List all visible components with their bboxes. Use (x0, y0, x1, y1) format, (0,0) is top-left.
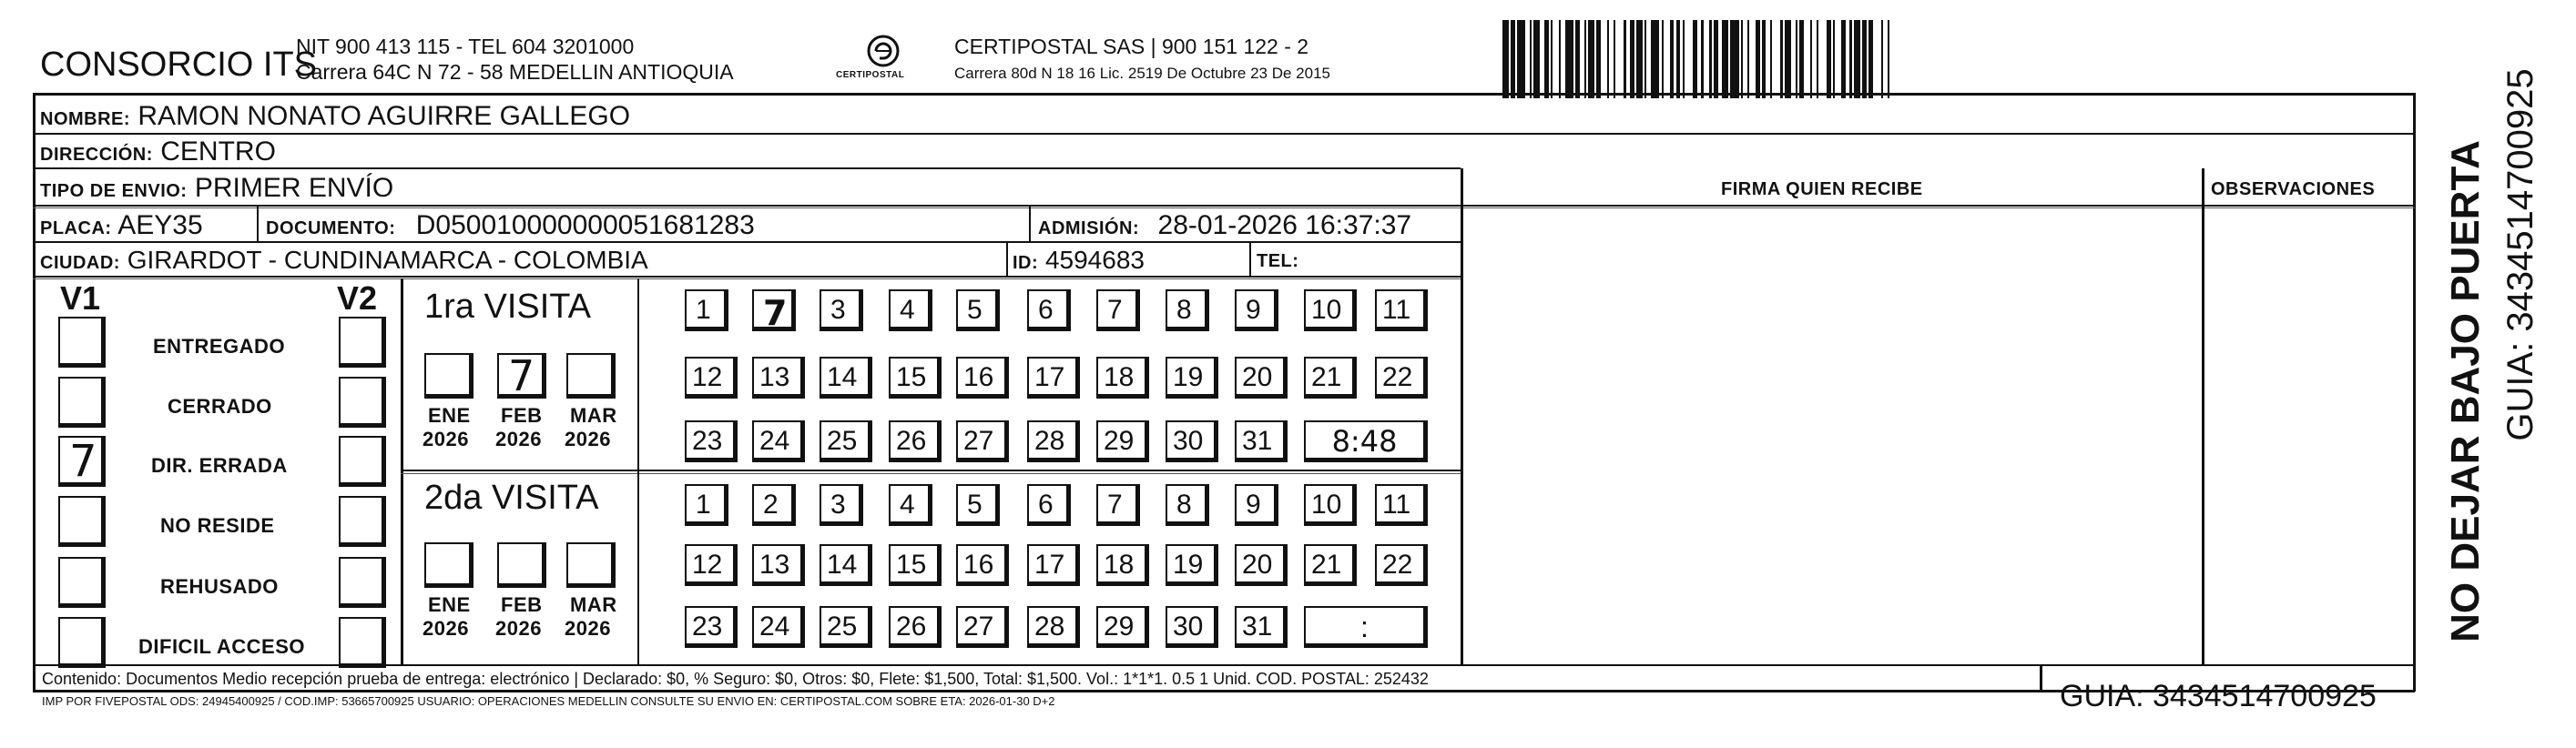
placa-value: AEY35 (117, 210, 203, 240)
status-v2-checkbox[interactable] (339, 557, 386, 608)
visit1-day-box[interactable]: 1 (685, 289, 728, 331)
visit1-day-box[interactable]: 5 (956, 289, 1000, 331)
carrier-name: CERTIPOSTAL SAS | 900 151 122 - 2 (954, 35, 1309, 58)
visit1-day-box[interactable]: 6 (1027, 289, 1071, 331)
visit1-month-year: 2026 (423, 428, 469, 450)
visit1-day-box[interactable]: 29 (1096, 420, 1149, 462)
v1-label: V1 (60, 279, 101, 317)
visit2-day-box[interactable]: 9 (1235, 484, 1278, 526)
visit1-day-box[interactable]: 8 (1166, 289, 1209, 331)
visit2-day-box[interactable]: 31 (1235, 606, 1288, 648)
visit1-day-box[interactable]: 20 (1235, 357, 1288, 399)
status-label: DIR. ERRADA (151, 454, 288, 477)
visit2-day-box[interactable]: 6 (1027, 484, 1071, 526)
visit2-day-box[interactable]: 22 (1375, 544, 1428, 586)
visit1-day-box[interactable]: 25 (820, 420, 872, 462)
logo-text: CERTIPOSTAL (836, 70, 905, 80)
visit2-day-box[interactable]: 17 (1027, 544, 1080, 586)
visit1-day-box[interactable]: 9 (1235, 289, 1278, 331)
visit1-day-box[interactable]: 4 (889, 289, 932, 331)
visit2-day-box[interactable]: 28 (1027, 606, 1080, 648)
visit2-day-box[interactable]: 23 (685, 606, 738, 648)
status-v1-checkbox[interactable] (58, 617, 106, 668)
visit1-month-name: FEB (501, 404, 543, 427)
tipo-envio-label: TIPO DE ENVIO: (40, 181, 188, 201)
visit1-day-box[interactable]: 27 (956, 420, 1009, 462)
visit1-month-year: 2026 (495, 428, 542, 450)
visit2-day-box[interactable]: 30 (1166, 606, 1218, 648)
visit1-day-box[interactable]: 10 (1304, 289, 1357, 331)
visit2-day-box[interactable]: 12 (685, 544, 738, 586)
footer-contenido: Contenido: Documentos Medio recepción prueba de entrega: electrónico | Declarado: $0, % Seguro: $0, Otros: $0, Flete: $1,500, Total: $1,500. Vol.: 1*1*1. 0.5 1 Unid. COD. POSTAL: 252432 (42, 670, 1429, 688)
visit1-day-box[interactable]: 3 (820, 289, 863, 331)
visit1-day-box[interactable]: 31 (1235, 420, 1288, 462)
status-v2-checkbox[interactable] (339, 436, 386, 487)
v1-handwritten-mark: 7 (69, 436, 97, 487)
side-guia: GUIA: 3434514700925 (2500, 68, 2540, 441)
visit2-day-box[interactable]: 2 (752, 484, 796, 526)
visit1-day-box[interactable]: 14 (820, 357, 872, 399)
visit1-time-value: 8:48 (1331, 424, 1398, 459)
tipo-envio-value: PRIMER ENVÍO (194, 173, 394, 203)
visit1-month-checkbox[interactable] (424, 353, 473, 399)
visit1-month-mark: 7 (508, 351, 535, 400)
visit2-day-box[interactable]: 21 (1304, 544, 1357, 586)
visit1-month-name: ENE (428, 404, 471, 427)
direccion-label: DIRECCIÓN: (40, 145, 153, 165)
visit2-day-box[interactable]: 8 (1166, 484, 1209, 526)
visit1-day-box[interactable]: 23 (685, 420, 738, 462)
status-v2-checkbox[interactable] (339, 317, 386, 368)
id-label: ID: (1013, 253, 1039, 273)
side-no-dejar: NO DEJAR BAJO PUERTA (2443, 140, 2488, 642)
visit2-day-box[interactable]: 27 (956, 606, 1009, 648)
visit2-day-box[interactable]: 26 (889, 606, 942, 648)
visit1-time-box[interactable] (1304, 420, 1428, 462)
visit1-month-name: MAR (570, 404, 617, 427)
visit2-month-checkbox[interactable] (566, 542, 616, 588)
visit1-month-year: 2026 (565, 428, 611, 450)
visit2-month-checkbox[interactable] (497, 542, 546, 588)
visit2-day-box[interactable]: 14 (820, 544, 872, 586)
visit2-day-box[interactable]: 10 (1304, 484, 1357, 526)
documento-label: DOCUMENTO: (266, 218, 396, 238)
status-v1-checkbox[interactable] (58, 557, 106, 608)
visit2-time-box[interactable] (1304, 606, 1428, 648)
admision-value: 28-01-2026 16:37:37 (1157, 210, 1412, 240)
visit1-day-box[interactable]: 12 (685, 357, 738, 399)
visit1-day-box[interactable]: 11 (1375, 289, 1428, 331)
ciudad-value: GIRARDOT - CUNDINAMARCA - COLOMBIA (127, 246, 648, 274)
visit1-day-box[interactable]: 21 (1304, 357, 1357, 399)
status-label: REHUSADO (160, 575, 279, 598)
status-v1-checkbox[interactable] (58, 377, 106, 428)
tel-label: TEL: (1257, 251, 1299, 271)
company-nit: NIT 900 413 115 - TEL 604 3201000 (296, 35, 635, 58)
visit1-day-box[interactable] (752, 289, 796, 331)
placa-label: PLACA: (40, 218, 112, 238)
visit2-day-box[interactable]: 11 (1375, 484, 1428, 526)
visit2-day-box[interactable]: 20 (1235, 544, 1288, 586)
status-label: CERRADO (168, 395, 272, 418)
visit2-day-box[interactable]: 7 (1096, 484, 1140, 526)
visit1-day-box[interactable]: 30 (1166, 420, 1218, 462)
visit2-month-name: ENE (428, 593, 471, 616)
status-v1-checkbox[interactable] (58, 496, 106, 547)
barcode-icon (1502, 20, 2251, 98)
visit2-month-year: 2026 (423, 617, 469, 640)
status-label: ENTREGADO (153, 335, 286, 358)
visit1-day-box[interactable]: 22 (1375, 357, 1428, 399)
company-name: CONSORCIO ITS (40, 45, 318, 84)
footer-guia: GUIA: 3434514700925 (2060, 679, 2377, 713)
visit1-month-checkbox[interactable] (566, 353, 616, 399)
v2-label: V2 (337, 279, 378, 317)
visit2-month-year: 2026 (495, 617, 542, 640)
visit2-day-box[interactable]: 4 (889, 484, 932, 526)
nombre-label: NOMBRE: (40, 109, 131, 129)
status-v1-checkbox[interactable] (58, 317, 106, 368)
status-v2-checkbox[interactable] (339, 377, 386, 428)
carrier-address: Carrera 80d N 18 16 Lic. 2519 De Octubre 23 De 2015 (954, 65, 1330, 82)
visit1-day-box[interactable]: 19 (1166, 357, 1218, 399)
visit2-day-box[interactable]: 29 (1096, 606, 1149, 648)
firma-header: FIRMA QUIEN RECIBE (1721, 179, 1923, 199)
visit1-day-mark: 7 (763, 293, 788, 333)
visit2-day-box[interactable]: 3 (820, 484, 863, 526)
visit1-day-box[interactable]: 18 (1096, 357, 1149, 399)
ciudad-label: CIUDAD: (40, 253, 120, 273)
status-v1-checkbox[interactable] (58, 436, 106, 487)
visit2-day-box[interactable]: 15 (889, 544, 942, 586)
visit2-day-box[interactable]: 24 (752, 606, 805, 648)
visit1-day-box[interactable]: 17 (1027, 357, 1080, 399)
visit1-day-box[interactable]: 15 (889, 357, 942, 399)
visit2-month-name: FEB (501, 593, 543, 616)
visit2-day-box[interactable]: 13 (752, 544, 805, 586)
visit2-day-box[interactable]: 1 (685, 484, 728, 526)
status-label: NO RESIDE (160, 514, 275, 537)
visit1-day-box[interactable]: 13 (752, 357, 805, 399)
visit2-day-box[interactable]: 16 (956, 544, 1009, 586)
visit2-month-checkbox[interactable] (424, 542, 473, 588)
status-v2-checkbox[interactable] (339, 617, 386, 668)
visit1-day-box[interactable]: 24 (752, 420, 805, 462)
company-address: Carrera 64C N 72 - 58 MEDELLIN ANTIOQUIA (296, 60, 734, 84)
visit1-title: 1ra VISITA (424, 288, 592, 326)
visit1-day-box[interactable]: 7 (1096, 289, 1140, 331)
status-label: DIFICIL ACCESO (138, 635, 306, 658)
visit1-day-box[interactable]: 28 (1027, 420, 1080, 462)
visit2-day-box[interactable]: 25 (820, 606, 872, 648)
visit2-day-box[interactable]: 19 (1166, 544, 1218, 586)
visit2-month-year: 2026 (565, 617, 611, 640)
documento-value: D050010000000051681283 (415, 210, 755, 240)
visit2-day-box[interactable]: 5 (956, 484, 1000, 526)
admision-label: ADMISIÓN: (1038, 218, 1140, 238)
visit2-title: 2da VISITA (424, 479, 599, 517)
direccion-value: CENTRO (160, 136, 276, 167)
visit1-day-box[interactable]: 26 (889, 420, 942, 462)
id-value: 4594683 (1044, 246, 1145, 274)
status-v2-checkbox[interactable] (339, 496, 386, 547)
visit2-day-box[interactable]: 18 (1096, 544, 1149, 586)
footer-imp: IMP POR FIVEPOSTAL ODS: 24945400925 / COD.IMP: 53665700925 USUARIO: OPERACIONES MEDELLIN CONSULTE SU ENVIO EN: CERTIPOSTAL.COM SOBRE ETA: 2026-01-30 D+2 (42, 694, 1055, 708)
visit2-month-name: MAR (570, 593, 617, 616)
visit1-month-checkbox[interactable] (497, 353, 546, 399)
visit2-time-value: : (1360, 611, 1369, 643)
observaciones-header: OBSERVACIONES (2211, 179, 2376, 199)
nombre-value: RAMON NONATO AGUIRRE GALLEGO (137, 101, 631, 131)
visit1-day-box[interactable]: 16 (956, 357, 1009, 399)
